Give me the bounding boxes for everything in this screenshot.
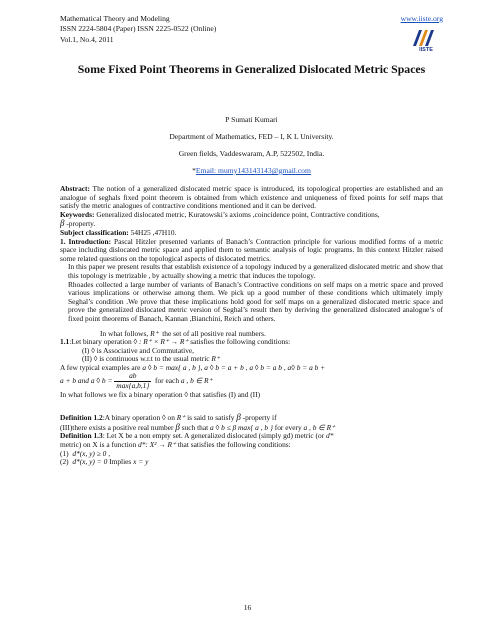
def12-text3: -property if	[242, 413, 277, 423]
fraction	[114, 372, 151, 390]
rplus-symbol-2: R⁺	[211, 354, 220, 364]
condition-2-text: (II) ◊ is continuous w.r.t to the usual metric	[82, 354, 210, 364]
examples-pre: A few typical examples are	[60, 362, 141, 372]
keywords-text: Generalized dislocated metric, Kuratowski’s axioms ,coincidence point, Contractive conditions,	[94, 209, 380, 219]
author-affiliation: Department of Mathematics, FED – I, K L University.	[169, 132, 334, 141]
website-link[interactable]: www.iiste.org	[400, 14, 443, 23]
author-email-line	[60, 166, 443, 175]
fraction-numerator: ab	[114, 372, 151, 382]
notation-pre: In what follows,	[100, 328, 149, 338]
beta-symbol-2: β	[236, 412, 241, 423]
item2-tail: Implies	[109, 457, 132, 467]
rplus-symbol-3: R⁺	[176, 413, 186, 423]
author-address: Green fields, Vaddeswaram, A.P, 522502, India.	[178, 149, 325, 158]
examples-2-post: for each	[155, 376, 180, 386]
intro-paragraph-3: Rhoades collected a large number of variants of Banach’s Contractive conditions on self maps on a metric space and proved various implications or otherwise among them. We pick up a good number of these conditions which ultimately imply Seghal’s condition .We prove that these implications hold good for self maps on a generalized dislocated metric space and prove the generalized dislocated metric version of Seghal’s result then by deriving the generalized dislocated analogue’s of fixed point theorems of Banach, Kannan ,Bianchini, Reich and others.	[68, 279, 443, 323]
examples-math: a ◊ b = max{ a , b }, a ◊ b = a + b , a ◊ b = a b , a◊ b = a b +	[142, 362, 326, 372]
def13-text2: metric) on X is a function	[60, 440, 137, 450]
def12-text2: is said to satisfy	[187, 413, 235, 423]
subject-label: Subject classification:	[60, 227, 129, 237]
abstract-text: The notion of a generalized dislocated metric space is introduced, its topological properties are established and an analogue of seghals fixed point theorem is obtained from which existence and uniqueness of fixed points for self maps that satisfy the metric analogues of contractive conditions mentioned and it can be derived.	[60, 184, 443, 211]
notation-post: the set of all positive real numbers.	[162, 328, 266, 338]
def13-text3: that satisfies the following conditions:	[177, 440, 291, 450]
keywords-tail-text: -property.	[66, 219, 96, 229]
iiste-logo-icon	[409, 26, 443, 52]
examples-2-pre: a + b and a ◊ b =	[60, 376, 113, 386]
rplus-symbol: R⁺	[150, 328, 159, 338]
paper-body	[60, 185, 443, 467]
def12-cond: (III)there exists a positive real number	[60, 422, 174, 432]
examples-line-2	[60, 372, 443, 390]
item2-tail-math: x = y	[133, 457, 149, 467]
item2-math: d*(x, y) = 0	[72, 457, 108, 467]
def12-cond-math: a ◊ b ≤ β max{ a , b }	[210, 422, 273, 432]
subject-text: 54H25 ,47H10.	[128, 227, 177, 237]
condition-1: (I) ◊ is Associative and Commutative,	[82, 345, 195, 355]
spacer	[60, 399, 443, 413]
author-email-link[interactable]: Email: mumy143143143@gmail.com	[195, 166, 311, 175]
abstract-label: Abstract:	[60, 184, 90, 193]
intro-paragraph-1	[60, 238, 443, 264]
item1-label: (1)	[60, 448, 69, 458]
logo-text: IISTE	[419, 47, 433, 52]
dmap-math: d*: X² → R⁺	[138, 440, 176, 450]
def13-label: Definition 1.3	[60, 431, 103, 441]
abstract	[60, 185, 443, 211]
paper-title: Some Fixed Point Theorems in Generalized Dislocated Metric Spaces	[77, 62, 426, 76]
definition-1-3-item-2	[60, 458, 443, 467]
journal-header-right	[401, 14, 443, 57]
def12-cond2: such that	[181, 422, 209, 432]
journal-volume: Vol.1, No.4, 2011	[60, 34, 114, 44]
intro-paragraph-2: In this paper we present results that establish existence of a topology induced by a generalized dislocated metric and show that this topology is metrizable , by actually showing a metric that induces the topology.	[68, 262, 443, 280]
item2-label: (2)	[60, 457, 69, 467]
op-text: :Let binary operation	[69, 337, 132, 347]
def12-text: :A binary operation ◊ on	[102, 413, 175, 423]
def13-text: : Let X be a non empty set. A generalized dislocated (simply gd) metric (or	[102, 431, 325, 441]
op-tail: satisfies the following conditions:	[190, 337, 291, 347]
page-number: 16	[243, 603, 252, 612]
item1-math: d*(x, y) ≥ 0 ,	[72, 448, 111, 458]
op-math: ◊ : R⁺ × R⁺ → R⁺	[133, 337, 189, 347]
definition-1-3-line-2	[60, 441, 443, 450]
fraction-denominator: max{a,b,1}	[116, 381, 150, 391]
author-name: P Sumati Kumari	[225, 115, 278, 124]
dstar-symbol: d*	[326, 431, 334, 441]
keywords	[60, 211, 443, 220]
def12-label: Definition 1.2	[60, 413, 103, 423]
op-label: 1.1	[60, 337, 70, 347]
author-block	[60, 115, 443, 183]
intro-text-1: Pascal Hitzler presented variants of Banach’s Contraction principle for various modified forms of a metric space including dislocated metric space and applied them to semantic analysis of logic programs. In this context Hitzler raised some related questions on the topological aspects of dislocated metrics.	[60, 236, 443, 263]
definition-1-2	[60, 413, 443, 423]
examples-line	[60, 364, 443, 373]
beta-symbol: β	[60, 218, 65, 229]
email-prefix: *	[192, 166, 196, 175]
examples-2-math: a , b ∈ R⁺	[180, 376, 213, 386]
keywords-label: Keywords:	[60, 209, 95, 219]
journal-issn: ISSN 2224-5804 (Paper) ISSN 2225-0522 (Online)	[60, 24, 217, 34]
fix-operation-line: In what follows we fix a binary operation ◊ that satisfies (I) and (II)	[60, 389, 261, 399]
journal-header	[60, 14, 216, 45]
def12-cond-math2: a , b ∈ R⁺	[303, 422, 335, 432]
journal-name: Mathematical Theory and Modeling	[60, 14, 170, 23]
beta-symbol-3: β	[175, 421, 180, 432]
def12-cond3: for every	[274, 422, 302, 432]
intro-label: 1. Introduction:	[60, 236, 112, 246]
